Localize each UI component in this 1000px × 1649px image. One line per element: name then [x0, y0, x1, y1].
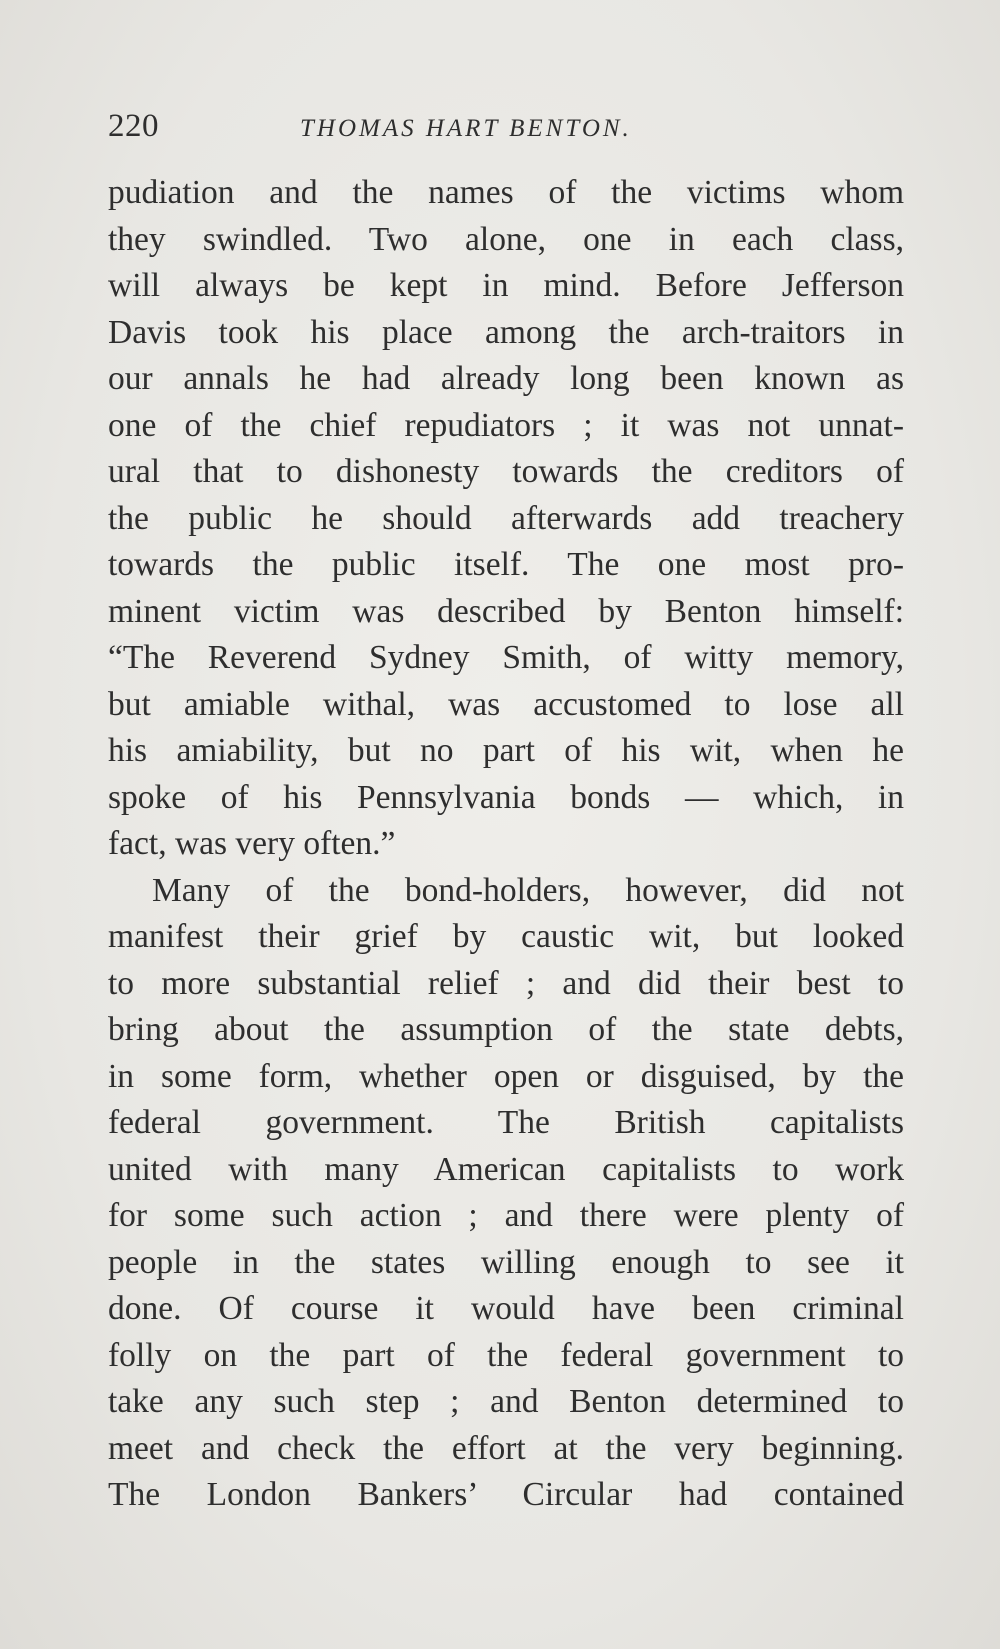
- text-line: pudiation and the names of the victims whom: [108, 174, 904, 211]
- text-line: people in the states willing enough to see it: [108, 1243, 904, 1281]
- text-line: in some form, whether open or disguised, by the: [108, 1057, 904, 1095]
- text-line: but amiable withal, was accustomed to lose all: [108, 685, 904, 723]
- text-line: united with many American capitalists to work: [108, 1150, 904, 1188]
- page-number: 220: [108, 108, 159, 144]
- text-line: for some such action ; and there were plenty of: [108, 1197, 904, 1234]
- text-line: will always be kept in mind. Before Jefferson: [108, 267, 904, 304]
- text-line: one of the chief repudiators ; it was not unnat-: [108, 406, 904, 444]
- text-line: federal government. The British capitalists: [108, 1104, 904, 1141]
- text-line: The London Bankers’ Circular had contained: [108, 1476, 904, 1513]
- text-line: our annals he had already long been known as: [108, 360, 904, 397]
- body-text: [108, 170, 904, 1519]
- text-line: folly on the part of the federal government to: [108, 1336, 904, 1374]
- text-line: meet and check the effort at the very beginning.: [108, 1429, 904, 1467]
- text-line: Davis took his place among the arch-traitors in: [108, 313, 904, 351]
- text-line: the public he should afterwards add treachery: [108, 499, 904, 537]
- text-line: done. Of course it would have been criminal: [108, 1290, 904, 1327]
- text-line: bring about the assumption of the state debts,: [108, 1011, 904, 1048]
- text-line: take any such step ; and Benton determined to: [108, 1383, 904, 1420]
- text-line: they swindled. Two alone, one in each class,: [108, 220, 904, 258]
- running-head: THOMAS HART BENTON.: [300, 115, 632, 142]
- text-line: towards the public itself. The one most pro-: [108, 546, 904, 583]
- page-header: [108, 108, 904, 154]
- text-line: his amiability, but no part of his wit, when he: [108, 732, 904, 769]
- text-line: minent victim was described by Benton himself:: [108, 592, 904, 630]
- text-line: “The Reverend Sydney Smith, of witty memory,: [108, 639, 904, 676]
- paragraph-start-line: Many of the bond-holders, however, did not: [152, 871, 904, 909]
- text-line: to more substantial relief ; and did their best to: [108, 964, 904, 1002]
- text-line: ural that to dishonesty towards the creditors of: [108, 453, 904, 490]
- text-line: spoke of his Pennsylvania bonds — which, in: [108, 778, 904, 816]
- text-line: fact, was very often.”: [108, 825, 396, 862]
- text-line: manifest their grief by caustic wit, but looked: [108, 918, 904, 955]
